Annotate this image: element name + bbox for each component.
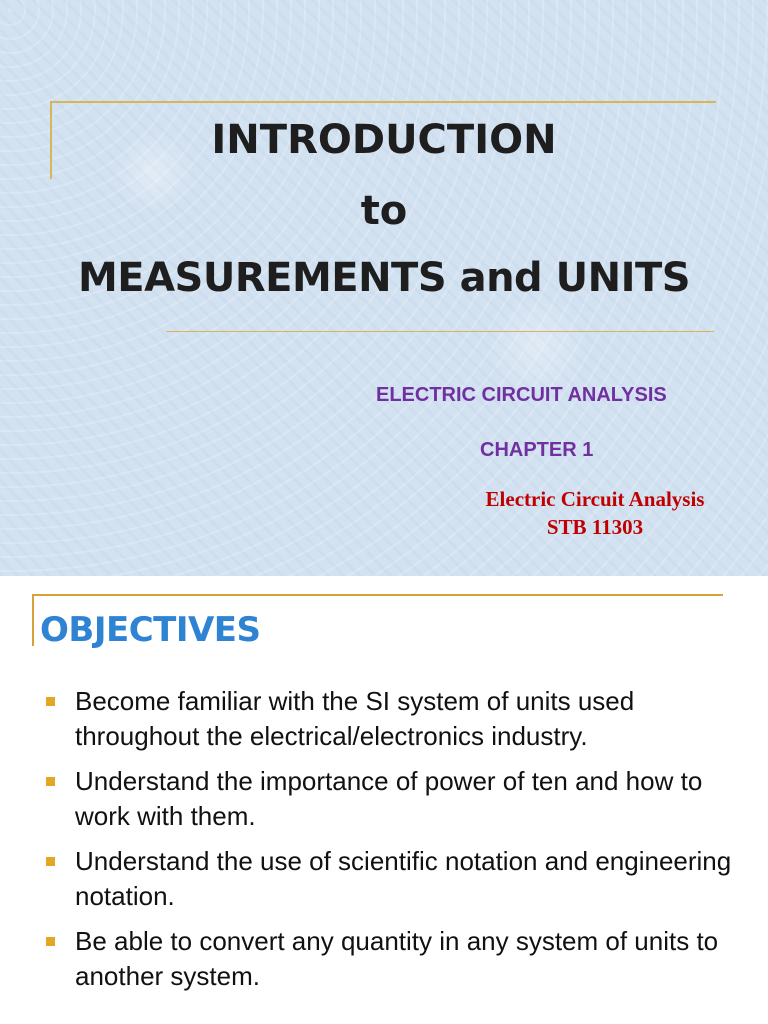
objectives-slide xyxy=(0,576,768,1024)
title-line-1: INTRODUCTION xyxy=(211,117,557,163)
decorative-bottom-line xyxy=(166,331,714,332)
decorative-top-line xyxy=(32,594,723,596)
list-item xyxy=(44,684,744,754)
list-item xyxy=(44,844,744,914)
course-name: Electric Circuit Analysis xyxy=(485,487,705,511)
objectives-list xyxy=(44,684,744,1004)
list-item xyxy=(44,764,744,834)
decorative-top-line xyxy=(50,101,716,103)
objective-text: Become familiar with the SI system of units used throughout the electrical/electronics industry. xyxy=(75,686,635,751)
subtitle-course: ELECTRIC CIRCUIT ANALYSIS xyxy=(376,384,667,406)
list-item xyxy=(44,924,744,994)
title-line-3: MEASUREMENTS and UNITS xyxy=(77,255,691,301)
course-code: STB 11303 xyxy=(546,515,644,539)
decorative-left-line xyxy=(32,594,34,646)
subtitle-chapter: CHAPTER 1 xyxy=(480,439,594,461)
objectives-heading: OBJECTIVES xyxy=(40,610,261,650)
objective-text: Understand the use of scientific notation and engineering notation. xyxy=(75,846,732,911)
objective-text: Understand the importance of power of ten and how to work with them. xyxy=(75,766,703,831)
square-bullet-icon xyxy=(46,937,55,946)
square-bullet-icon xyxy=(46,857,55,866)
square-bullet-icon xyxy=(46,697,55,706)
objective-text: Be able to convert any quantity in any system of units to another system. xyxy=(75,926,719,991)
title-line-2: to xyxy=(360,188,408,234)
square-bullet-icon xyxy=(46,777,55,786)
